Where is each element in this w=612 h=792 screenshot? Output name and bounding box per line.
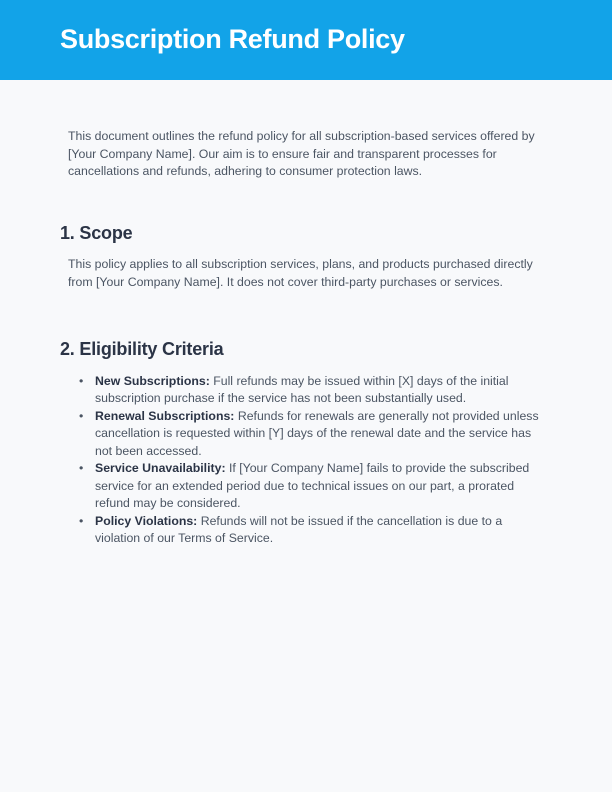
section-eligibility-criteria — [60, 339, 545, 548]
section-heading-eligibility-criteria: 2. Eligibility Criteria — [60, 339, 224, 360]
list-item — [95, 513, 545, 548]
list-item-term: Renewal Subscriptions: — [95, 408, 235, 423]
section-scope — [60, 222, 545, 292]
document-header-banner — [0, 0, 612, 80]
page-title: Subscription Refund Policy — [60, 24, 405, 55]
list-item — [95, 408, 545, 461]
section-paragraph-scope: This policy applies to all subscription services, plans, and products purchased directly from [Your Company Name]. It does not cover third-party purchases or services. — [68, 257, 533, 289]
list-item-term: Service Unavailability: — [95, 461, 226, 476]
section-heading-scope: 1. Scope — [60, 222, 133, 243]
list-item-term: Policy Violations: — [95, 513, 198, 528]
list-item — [95, 460, 545, 513]
list-item — [95, 373, 545, 408]
list-item-text: Refunds will not be issued if the cancellation is due to a violation of our Terms of Service. — [95, 513, 503, 546]
document-body — [0, 80, 612, 548]
list-item-term: New Subscriptions: — [95, 373, 210, 388]
list-item-text: Refunds for renewals are generally not provided unless cancellation is requested within [Y] days of the renewal date and the service has not been accessed. — [95, 408, 539, 458]
list-item-text: If [Your Company Name] fails to provide the subscribed service for an extended period due to technical issues on our part, a prorated refund may be considered. — [95, 461, 530, 511]
eligibility-criteria-list — [68, 373, 545, 548]
list-item-text: Full refunds may be issued within [X] days of the initial subscription purchase if the service has not been substantially used. — [95, 373, 509, 406]
intro-paragraph: This document outlines the refund policy for all subscription-based services offered by [Your Company Name]. Our aim is to ensure fair and transparent processes for cancellations and refunds, adhering to consumer protection laws. — [68, 129, 535, 178]
